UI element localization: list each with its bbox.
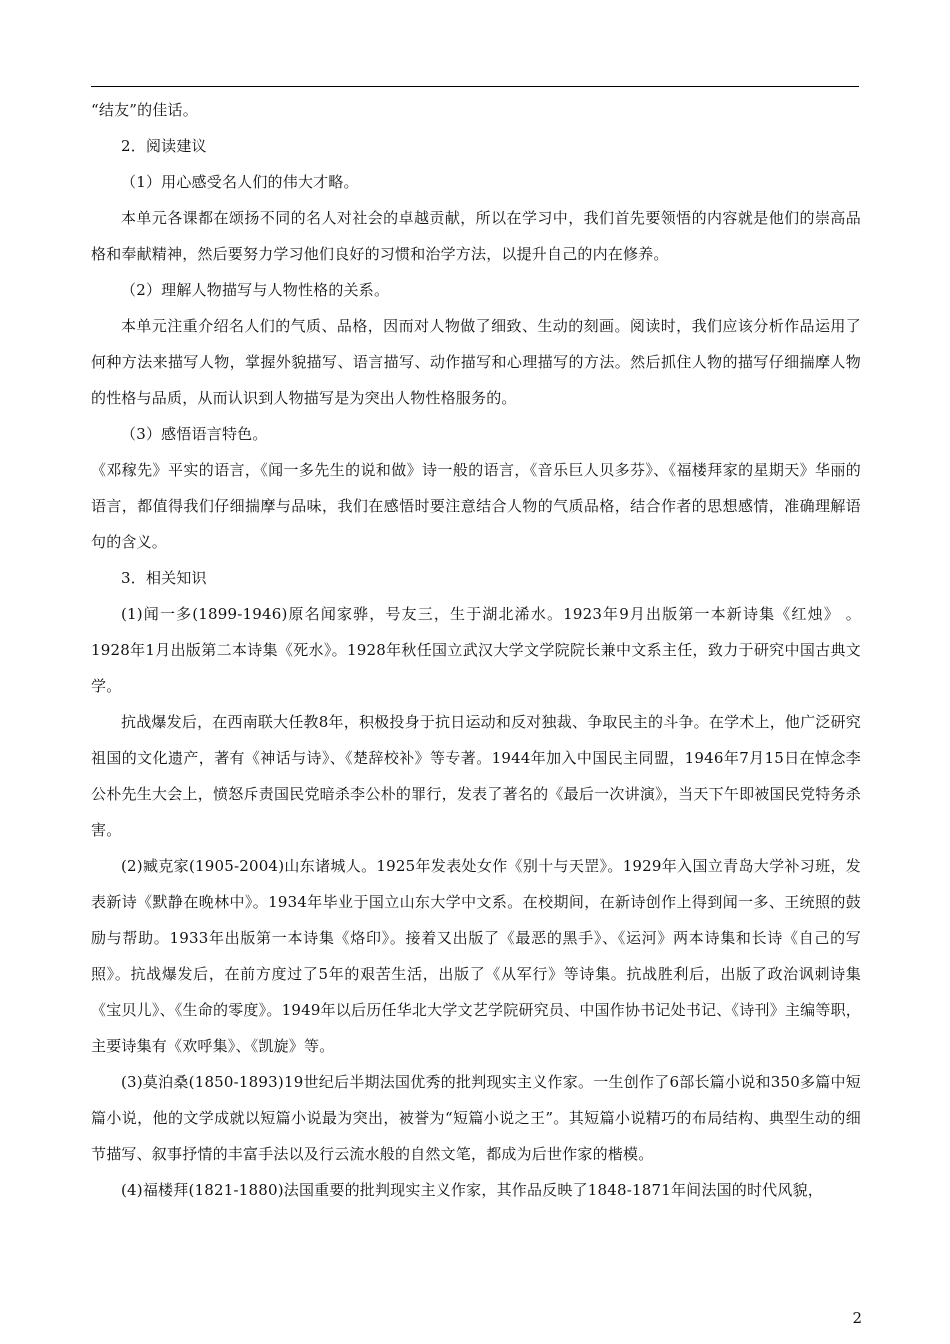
subheading-1: （1）用心感受名人们的伟大才略。 <box>121 173 359 191</box>
subheading-3: （3）感悟语言特色。 <box>121 425 268 443</box>
paragraph: 抗战爆发后，在西南联大任教8年，积极投身于抗日运动和反对独裁、争取民主的斗争。在学术上，他广泛研究祖国的文化遗产，著有《神话与诗》、《楚辞校补》等专著。1944年加入中国民主同盟，1946年7月15日在悼念李公朴先生大会上，愤怒斥责国民党暗杀李公朴的罪行，发表了著名的《最后一次讲演》，当天下午即被国民党特务杀害。 <box>91 713 861 839</box>
paragraph-zang-kejia: (2)臧克家(1905-2004)山东诸城人。1925年发表处女作《别十与天罡》。1929年入国立青岛大学补习班，发表新诗《默静在晚林中》。1934年毕业于国立山东大学中文系。在校期间，在新诗创作上得到闻一多、王统照的鼓励与帮助。1933年出版第一本诗集《烙印》。接着又出版了《最恶的黑手》、《运河》两本诗集和长诗《自己的写照》。抗战爆发后，在前方度过了5年的艰苦生活，出版了《从军行》等诗集。抗战胜利后，出版了政治讽刺诗集《宝贝儿》、《生命的零度》。1949年以后历任华北大学文艺学院研究员、中国作协书记处书记、《诗刊》主编等职，主要诗集有《欢呼集》、《凯旋》等。 <box>91 857 861 1055</box>
document-body <box>91 92 861 1208</box>
paragraph-flaubert: (4)福楼拜(1821-1880)法国重要的批判现实主义作家，其作品反映了1848-1871年间法国的时代风貌， <box>121 1181 823 1199</box>
section-heading-reading-advice: 2．阅读建议 <box>121 137 207 155</box>
paragraph: 本单元注重介绍名人们的气质、品格，因而对人物做了细致、生动的刻画。阅读时，我们应该分析作品运用了何种方法来描写人物，掌握外貌描写、语言描写、动作描写和心理描写的方法。然后抓住人物的描写仔细揣摩人物的性格与品质，从而认识到人物描写是为突出人物性格服务的。 <box>91 317 861 407</box>
header-rule <box>91 86 859 87</box>
paragraph: 《邓稼先》平实的语言，《闻一多先生的说和做》诗一般的语言，《音乐巨人贝多芬》、《福楼拜家的星期天》华丽的语言，都值得我们仔细揣摩与品味，我们在感悟时要注意结合人物的气质品格，结合作者的思想感情，准确理解语句的含义。 <box>91 461 861 551</box>
paragraph: 本单元各课都在颂扬不同的名人对社会的卓越贡献，所以在学习中，我们首先要领悟的内容就是他们的崇高品格和奉献精神，然后要努力学习他们良好的习惯和治学方法，以提升自己的内在修养。 <box>91 209 861 263</box>
section-heading-related-knowledge: 3．相关知识 <box>121 569 207 587</box>
paragraph-maupassant: (3)莫泊桑(1850-1893)19世纪后半期法国优秀的批判现实主义作家。一生创作了6部长篇小说和350多篇中短篇小说，他的文学成就以短篇小说最为突出，被誉为“短篇小说之王”。其短篇小说精巧的布局结构、典型生动的细节描写、叙事抒情的丰富手法以及行云流水般的自然文笔，都成为后世作家的楷模。 <box>91 1073 861 1163</box>
paragraph-wen-yiduo: (1)闻一多(1899-1946)原名闻家骅，号友三，生于湖北浠水。1923年9月出版第一本新诗集《红烛》 。1928年1月出版第二本诗集《死水》。1928年秋任国立武汉大学文学院院长兼中文系主任，致力于研究中国古典文学。 <box>91 605 861 695</box>
paragraph-continuation: “结友”的佳话。 <box>91 101 198 119</box>
subheading-2: （2）理解人物描写与人物性格的关系。 <box>121 281 390 299</box>
page-number: 2 <box>852 1309 862 1327</box>
